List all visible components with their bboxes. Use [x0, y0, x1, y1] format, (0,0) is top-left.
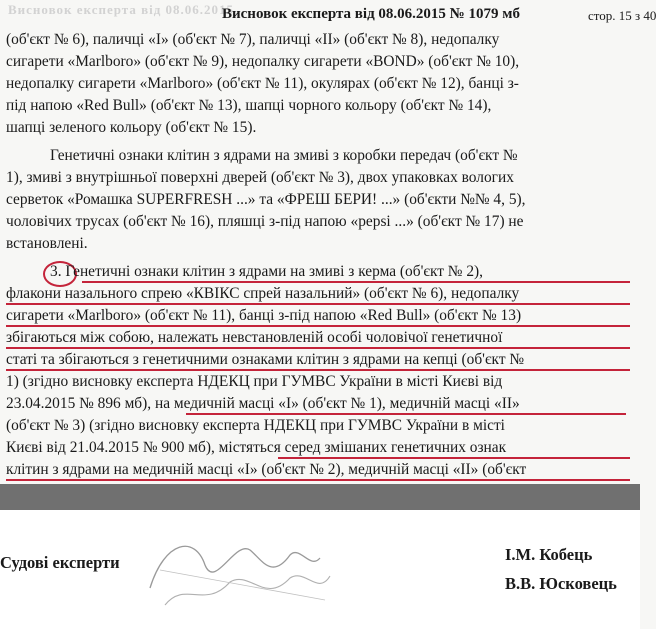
title-text: Висновок експерта від 08.06.2015 № 1079 мб [222, 6, 520, 22]
text-line: збігаються між собою, належать невстановленій особі чоловічої генетичної [6, 329, 503, 346]
text-line: Генетичні ознаки клітин з ядрами на змиві з коробки передач (об'єкт № [50, 147, 518, 164]
red-underline [6, 325, 630, 327]
text-line: Києві від 21.04.2015 № 900 мб), містяться серед змішаних генетичних ознак [6, 439, 507, 456]
faded-header-text: Висновок експерта від 08.06.2015 [8, 2, 235, 17]
text-line: (об'єкт № 3) (згідно висновку експерта НДЕКЦ при ГУМВС України в місті [6, 417, 505, 434]
text-line: (об'єкт № 6), паличці «І» (об'єкт № 7), паличці «ІІ» (об'єкт № 8), недопалку [6, 31, 500, 48]
text-line: 1) (згідно висновку експерта НДЕКЦ при ГУМВС України в місті Києві від [6, 373, 503, 390]
text-line: сигарети «Marlboro» (об'єкт № 9), недопалку сигарети «BOND» (об'єкт № 10), [6, 53, 520, 70]
red-underline [6, 479, 630, 481]
red-underline [278, 457, 630, 459]
text-line: недопалку сигарети «Marlboro» (об'єкт № 11), окулярах (об'єкт № 12), банці з- [6, 75, 519, 92]
page-number [588, 8, 656, 24]
text-line: під напою «Red Bull» (об'єкт № 13), шапці чорного кольору (об'єкт № 14), [6, 97, 492, 114]
expert-name-1: І.М. Кобець [505, 545, 593, 564]
text-line: статі та збігаються з генетичними ознаками клітин з ядрами на кепці (об'єкт № [6, 351, 525, 368]
page-separator-band [0, 484, 640, 510]
text-line: серветок «Ромашка SUPERFRESH ...» та «ФРЕШ БЕРИ! ...» (об'єкти №№ 4, 5), [6, 191, 526, 208]
text-line: чоловічих трусах (об'єкт № 16), пляшці з-під напою «pepsi ...» (об'єкт № 17) не [6, 213, 524, 230]
red-underline [186, 413, 626, 415]
red-underline [82, 281, 630, 283]
text-line: встановлені. [6, 235, 88, 252]
text-line: флакони назального спрею «КВІКС спрей назальний» (об'єкт № 6), недопалку [6, 285, 520, 302]
text-line: 23.04.2015 № 896 мб), на медичній масці «І» (об'єкт № 1), медичній масці «ІІ» [6, 395, 520, 412]
red-underline [6, 303, 630, 305]
text-line: сигарети «Marlboro» (об'єкт № 11), банці з-під напою «Red Bull» (об'єкт № 13) [6, 307, 522, 324]
text-line: 3. Генетичні ознаки клітин з ядрами на змиві з керма (об'єкт № 2), [50, 263, 483, 280]
expert-name-2: В.В. Юсковець [505, 574, 617, 593]
text-line: шапці зеленого кольору (об'єкт № 15). [6, 119, 257, 136]
page-title [222, 6, 520, 23]
signatures-label: Судові експерти [0, 553, 120, 572]
red-underline [6, 347, 630, 349]
text-line: клітин з ядрами на медичній масці «І» (об'єкт № 2), медичній масці «ІІ» (об'єкт [6, 461, 527, 478]
text-line: 1), змиві з внутрішньої поверхні дверей (об'єкт № 3), двох упаковках вологих [6, 169, 514, 186]
red-underline [6, 369, 630, 371]
page-number-text: стор. 15 з 40 [588, 8, 656, 23]
